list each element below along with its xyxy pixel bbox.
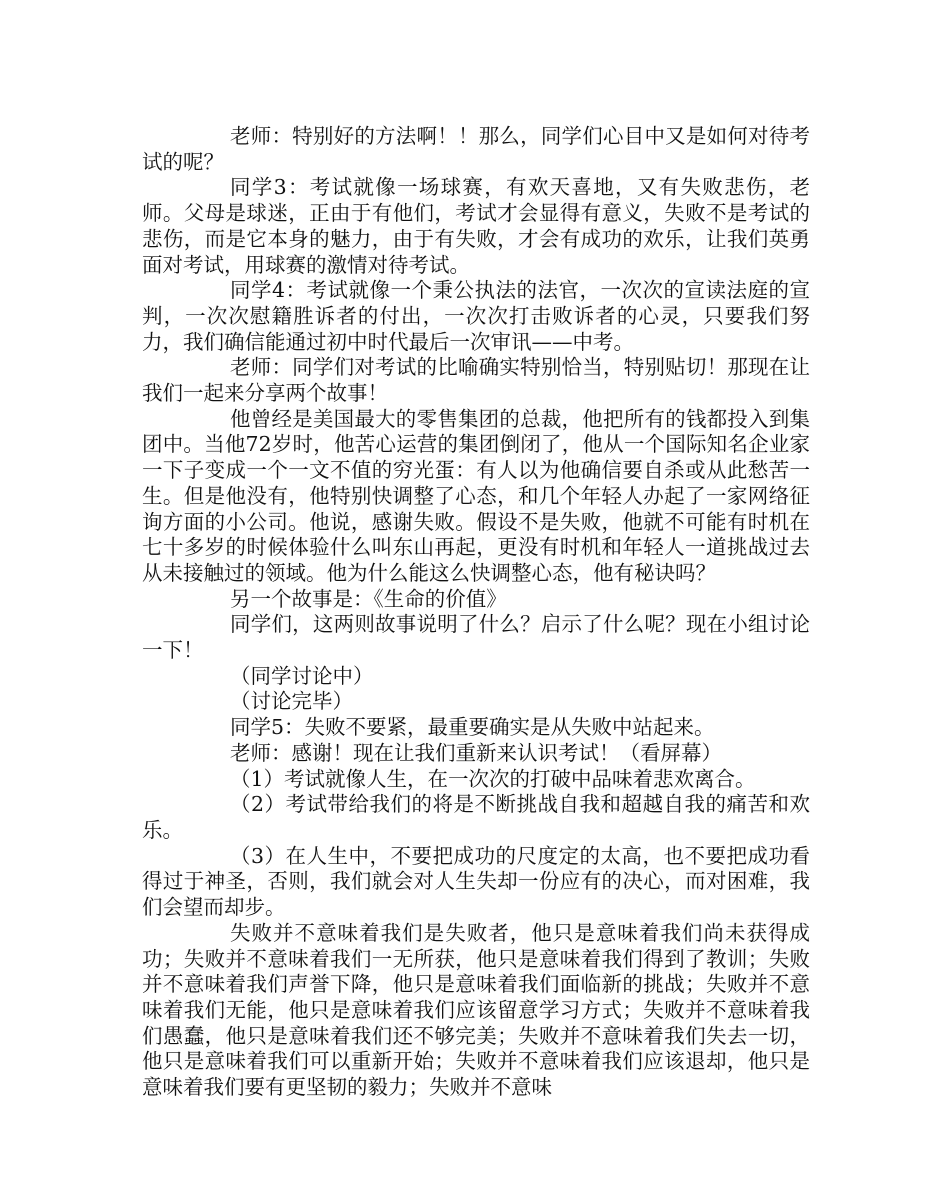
paragraph-point-1: （1）考试就像人生，在一次次的打破中品味着悲欢离合。 <box>230 766 756 791</box>
paragraph-discussion-prompt: 同学们，这两则故事说明了什么？启示了什么呢？现在小组讨论一下！ <box>142 612 810 663</box>
paragraph-point-3: （3）在人生中，不要把成功的尺度定的太高，也不要把成功看得过于神圣，否则，我们就会对人生失却一份应有的决心，而对困难，我们会望而却步。 <box>142 843 810 920</box>
paragraph-failure-meaning: 失败并不意味着我们是失败者，他只是意味着我们尚未获得成功；失败并不意味着我们一无所获，他只是意味着我们得到了教训；失败并不意味着我们声誉下降，他只是意味着我们面临新的挑战；失败并不意味着我们无能，他只是意味着我们应该留意学习方式；失败并不意味着我们愚蠢，他只是意味着我们还不够完美；失败并不意味着我们失去一切，他只是意味着我们可以重新开始；失败并不意味着我们应该退却，他只是意味着我们要有更坚韧的毅力；失败并不意味 <box>142 920 810 1100</box>
paragraph-discussing: （同学讨论中） <box>230 663 374 688</box>
paragraph-teacher-screen: 老师：感谢！现在让我们重新来认识考试！（看屏幕） <box>230 740 722 765</box>
paragraph-discussion-done: （讨论完毕） <box>230 689 353 714</box>
paragraph-story-2: 另一个故事是：《生命的价值》 <box>230 586 507 611</box>
paragraph-story-1: 他曾经是美国最大的零售集团的总裁，他把所有的钱都投入到集团中。当他72岁时，他苦心运营的集团倒闭了，他从一个国际知名企业家一下子变成一个一文不值的穷光蛋：有人以为他确信要自杀或从此愁苦一生。但是他没有，他特别快调整了心态，和几个年轻人办起了一家网络征询方面的小公司。他说，感谢失败。假设不是失败，他就不可能有时机在七十多岁的时候体验什么叫东山再起，更没有时机和年轻人一道挑战过去从未接触过的领域。他为什么能这么快调整心态，他有秘诀吗？ <box>142 406 810 585</box>
paragraph-teacher-stories: 老师：同学们对考试的比喻确实特别恰当，特别贴切！那现在让我们一起来分享两个故事！ <box>142 355 810 406</box>
paragraph-teacher-question: 老师：特别好的方法啊！！那么，同学们心目中又是如何对待考试的呢？ <box>142 124 810 174</box>
paragraph-student-5: 同学5：失败不要紧，最重要确实是从失败中站起来。 <box>230 715 715 740</box>
document-body <box>142 124 810 1101</box>
paragraph-student-4: 同学4：考试就像一个秉公执法的法官，一次次的宣读法庭的宣判，一次次慰籍胜诉者的付出，一次次打击败诉者的心灵，只要我们努力，我们确信能通过初中时代最后一次审讯——中考。 <box>142 278 810 354</box>
paragraph-student-3: 同学3：考试就像一场球赛，有欢天喜地，又有失败悲伤，老师。父母是球迷，正由于有他们，考试才会显得有意义，失败不是考试的悲伤，而是它本身的魅力，由于有失败，才会有成功的欢乐，让我们英勇面对考试，用球赛的激情对待考试。 <box>142 175 810 277</box>
paragraph-point-2: （2）考试带给我们的将是不断挑战自我和超越自我的痛苦和欢乐。 <box>142 792 810 842</box>
